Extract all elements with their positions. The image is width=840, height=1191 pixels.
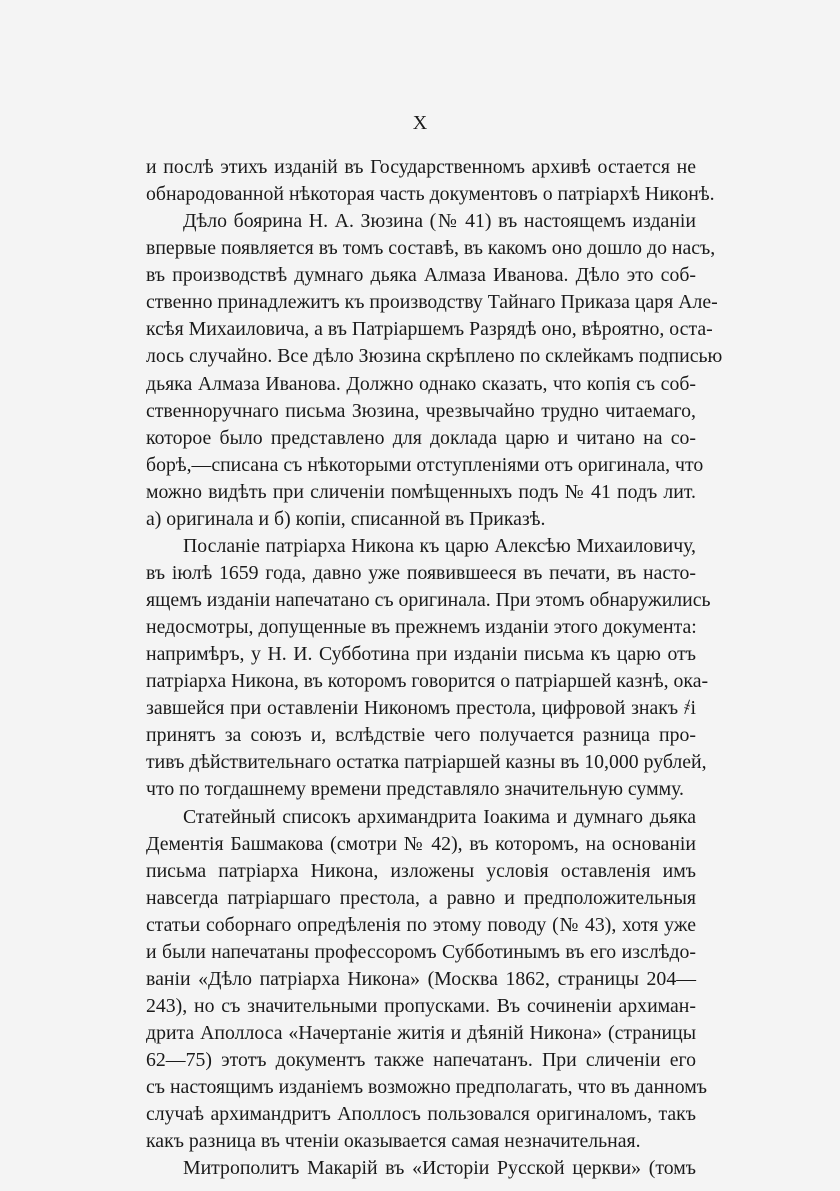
paragraph-first-line: Посланіе патріарха Никона къ царю Алексѣю Михаиловичу, [183, 534, 696, 557]
text-line: лось случайно. Все дѣло Зюзина скрѣплено по склейкамъ подписью [146, 345, 723, 368]
text-line: дьяка Алмаза Иванова. Должно однако сказать, что копія съ соб- [146, 372, 696, 395]
text-line: ваніи «Дѣло патріарха Никона» (Москва 1862, страницы 204— [146, 967, 696, 990]
text-line: принятъ за союзъ и, вслѣдствіе чего получается разница про- [146, 724, 696, 747]
text-line: а) оригинала и б) копіи, списанной въ Приказѣ. [146, 507, 546, 530]
page-number: X [412, 112, 428, 134]
text-line: которое было представлено для доклада царю и читано на со- [146, 426, 696, 449]
text-line: недосмотры, допущенные въ прежнемъ изданіи этого документа: [146, 616, 697, 639]
text-line: дрита Аполлоса «Начертаніе житія и дѣяній Никона» (страницы [146, 1022, 696, 1044]
text-line: патріарха Никона, въ которомъ говорится о патріаршей казнѣ, ока- [146, 670, 709, 693]
paragraph-first-line: Дѣло боярина Н. А. Зюзина (№ 41) въ настоящемъ изданіи [183, 210, 696, 233]
text-line: борѣ,—списана съ нѣкоторыми отступленіями отъ оригинала, что [146, 453, 704, 476]
text-line: какъ разница въ чтеніи оказывается самая незначительная. [146, 1130, 641, 1153]
text-line: ящемъ изданіи напечатано съ оригинала. При этомъ обнаружились [146, 589, 711, 611]
text-line: напримѣръ, у Н. И. Субботина при изданіи письма къ царю отъ [146, 643, 696, 666]
text-line: 62—75) этотъ документъ также напечатанъ. При сличеніи его [146, 1049, 696, 1072]
text-line: статьи соборнаго опредѣленія по этому поводу (№ 43), хотя уже [146, 913, 696, 936]
text-line: ксѣя Михаиловича, а въ Патріаршемъ Разрядѣ оно, вѣроятно, оста- [146, 318, 713, 341]
text-line: обнародованной нѣкоторая часть документовъ о патріархѣ Никонѣ. [146, 183, 715, 206]
text-line: навсегда патріаршаго престола, а равно и предположительныя [146, 886, 696, 909]
text-line: письма патріарха Никона, изложены условія оставленія имъ [146, 859, 696, 882]
text-line: случаѣ архимандритъ Аполлосъ пользовался оригиналомъ, такъ [146, 1103, 696, 1126]
text-line: впервые появляется въ томъ составѣ, въ какомъ оно дошло до насъ, [146, 237, 716, 260]
text-line: ственноручнаго письма Зюзина, чрезвычайно трудно читаемаго, [146, 399, 696, 422]
text-line: что по тогдашнему времени представляло значительную сумму. [146, 778, 684, 801]
text-line: въ іюлѣ 1659 года, давно уже появившееся въ печати, въ насто- [146, 561, 696, 584]
text-line: въ производствѣ думнаго дьяка Алмаза Иванова. Дѣло это соб- [146, 264, 696, 287]
text-line: ственно принадлежитъ къ производству Тайнаго Приказа царя Але- [146, 291, 718, 314]
paragraph-first-line: Статейный списокъ архимандрита Іоакима и думнаго дьяка [183, 805, 696, 828]
body-text [146, 154, 723, 1182]
text-line: 243), но съ значительными пропусками. Въ сочиненіи архиман- [146, 994, 696, 1017]
text-line: съ настоящимъ изданіемъ возможно предполагать, что въ данномъ [146, 1076, 708, 1099]
text-line: и были напечатаны профессоромъ Субботинымъ въ его изслѣдо- [146, 940, 696, 963]
text-line: тивъ дѣйствительнаго остатка патріаршей казны въ 10,000 рублей, [146, 751, 707, 774]
paragraph-first-line: Митрополитъ Макарій въ «Исторіи Русской церкви» (томъ [183, 1157, 696, 1180]
text-line: Дементія Башмакова (смотри № 42), въ которомъ, на основаніи [146, 832, 696, 855]
text-line: можно видѣть при сличеніи помѣщенныхъ подъ № 41 подъ лит. [146, 480, 696, 503]
text-line: завшейся при оставленіи Никономъ престола, цифровой знакъ ҂і [146, 697, 696, 720]
text-line: и послѣ этихъ изданій въ Государственномъ архивѣ остается не [146, 156, 696, 178]
